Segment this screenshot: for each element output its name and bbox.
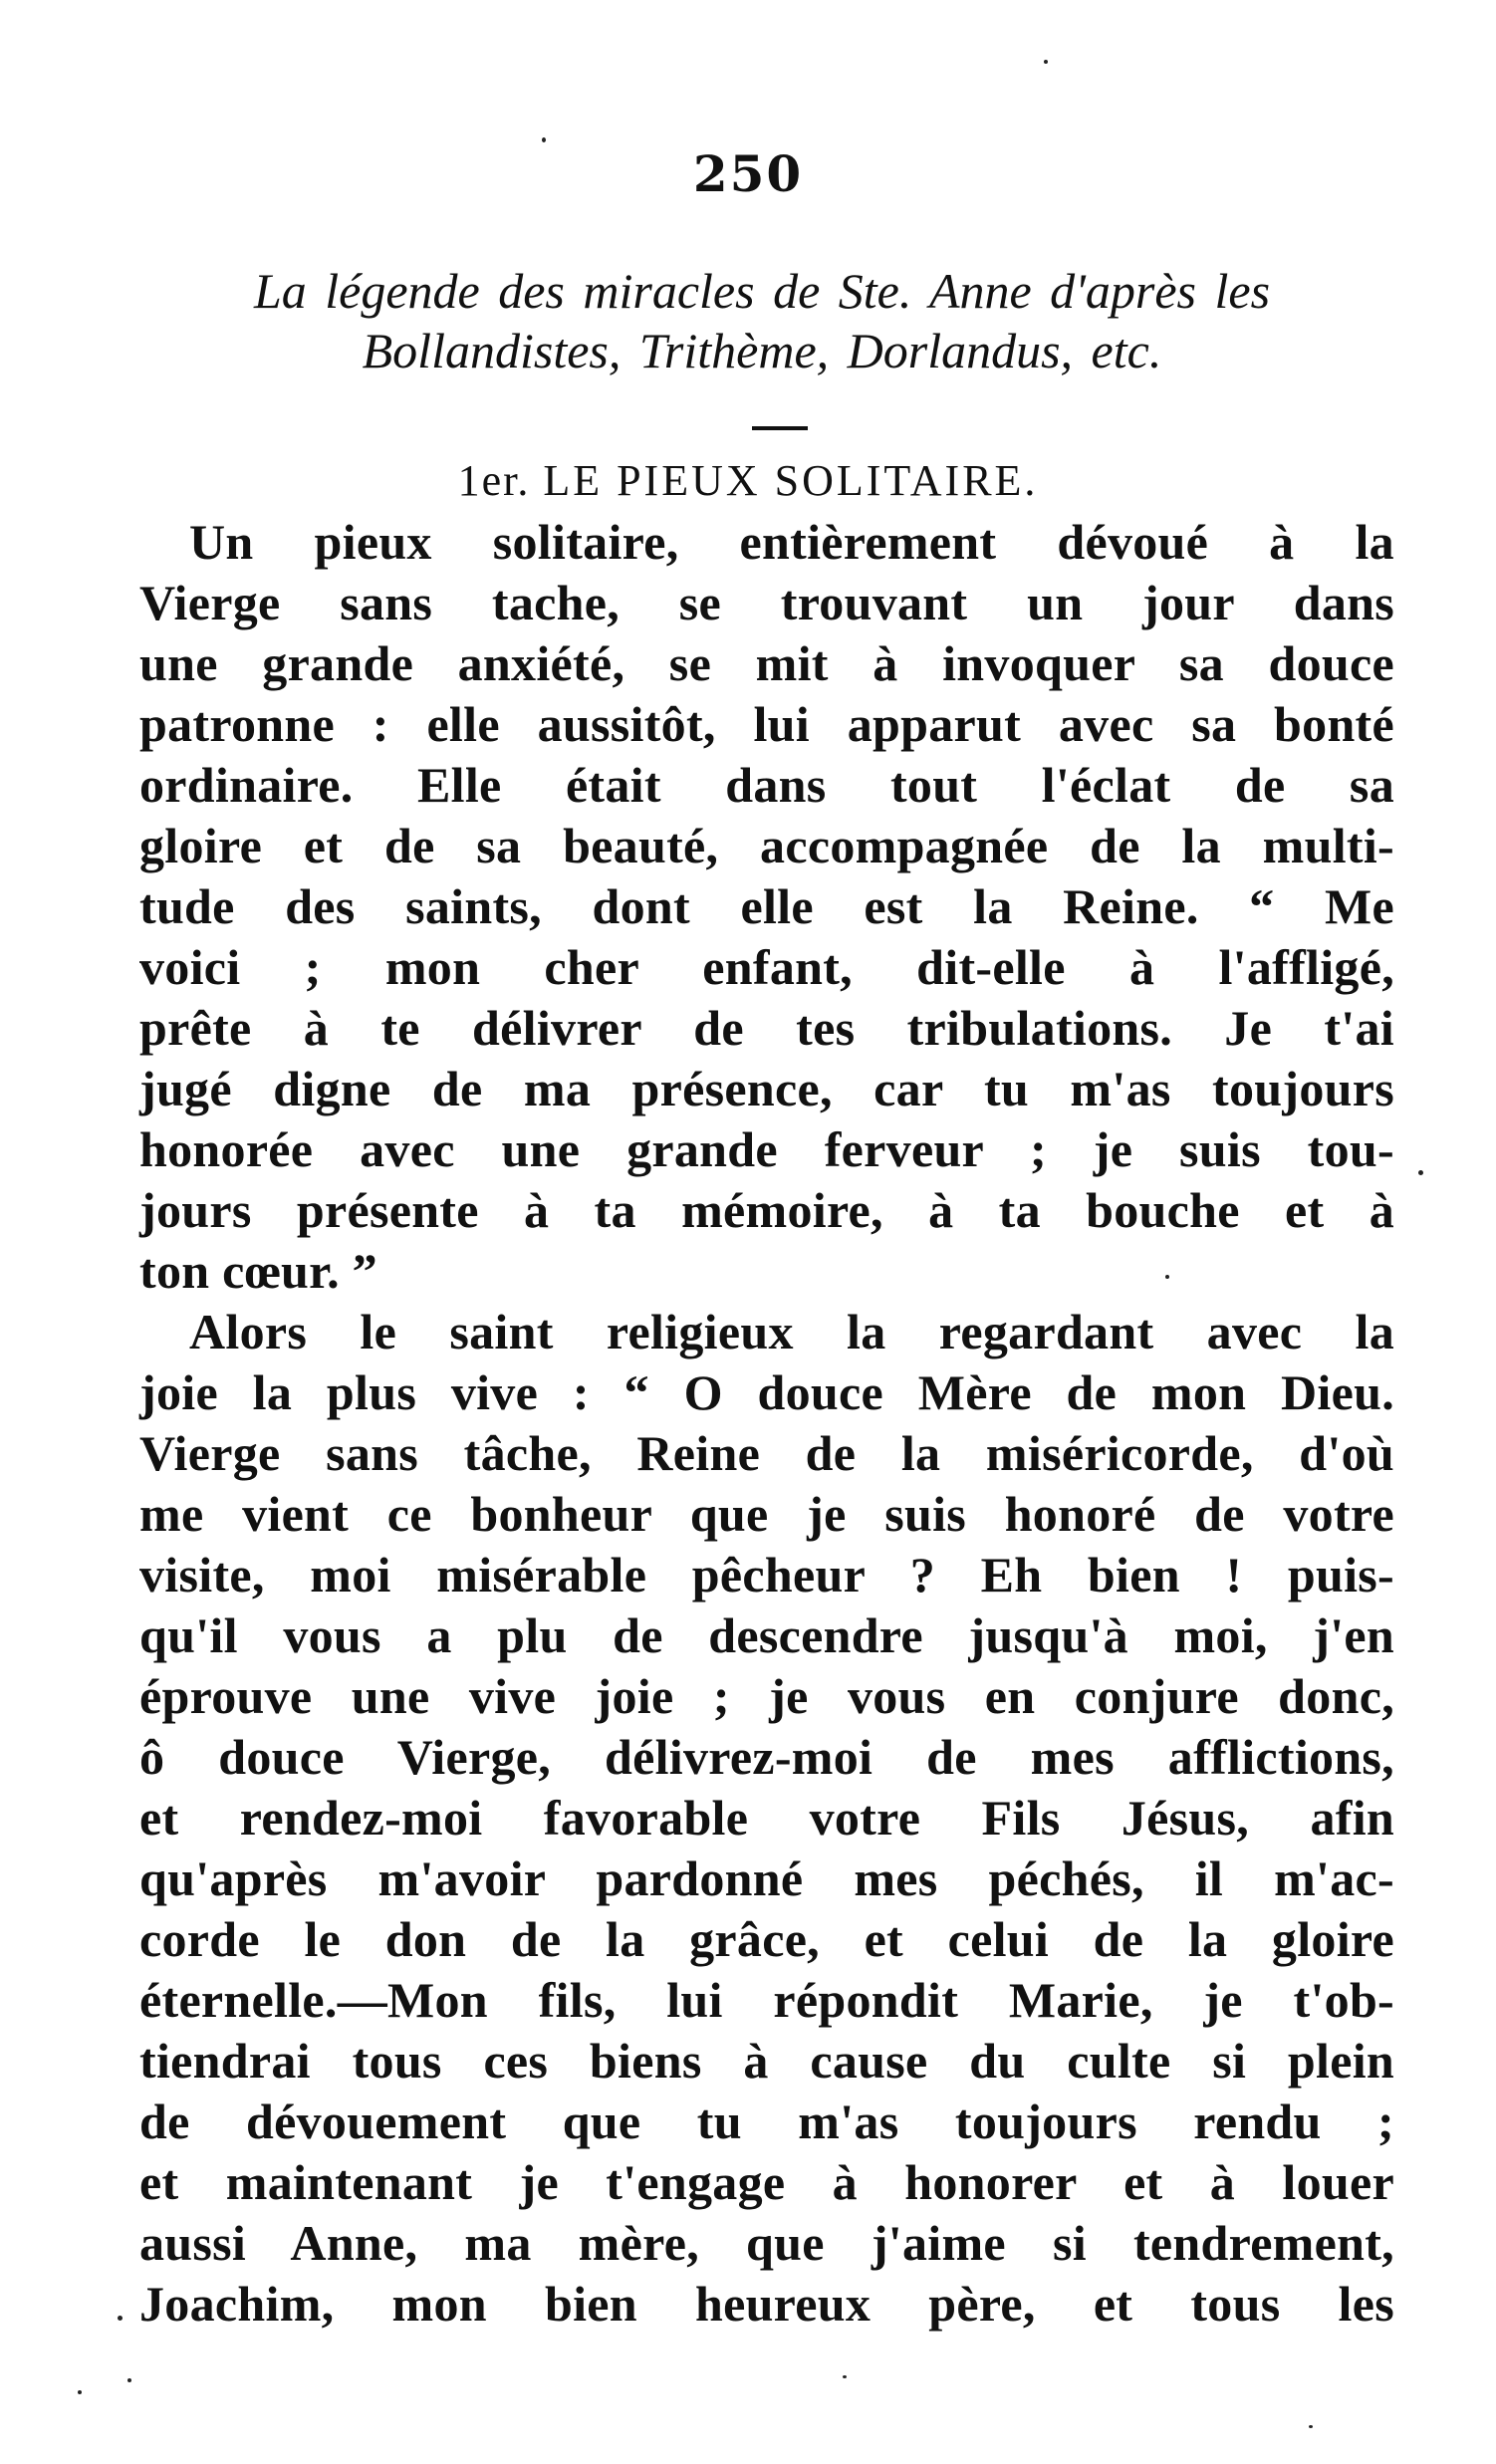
text-line: corde le don de la grâce, et celui de la gloire (139, 1911, 1394, 1967)
text-line: ordinaire. Elle était dans tout l'éclat de sa (139, 757, 1394, 813)
text-line: et rendez-moi favorable votre Fils Jésus, afin (139, 1790, 1394, 1846)
text-line: honorée avec une grande ferveur ; je suis tou- (139, 1121, 1394, 1177)
section-title (0, 453, 1496, 509)
section-title-text: LE PIEUX SOLITAIRE. (543, 456, 1039, 505)
text-line: éprouve une vive joie ; je vous en conjure donc, (139, 1668, 1394, 1724)
text-line: Vierge sans tache, se trouvant un jour dans (139, 575, 1394, 630)
chapter-heading (129, 261, 1394, 380)
text-line: qu'après m'avoir pardonné mes péchés, il m'ac- (139, 1850, 1394, 1906)
text-line: gloire et de sa beauté, accompagnée de la multi- (139, 818, 1394, 873)
text-line: éternelle.—Mon fils, lui répondit Marie, je t'ob- (139, 1972, 1394, 2028)
chapter-heading-line-1: La légende des miracles de Ste. Anne d'après les (253, 263, 1271, 319)
heading-divider (752, 426, 808, 430)
text-line: visite, moi misérable pêcheur ? Eh bien ! puis- (139, 1547, 1394, 1602)
scan-speck (118, 2316, 123, 2321)
text-line: jugé digne de ma présence, car tu m'as toujours (139, 1061, 1394, 1116)
text-line: ô douce Vierge, délivrez-moi de mes afflictions, (139, 1729, 1394, 1785)
text-line: tiendrai tous ces biens à cause du culte si plein (139, 2033, 1394, 2089)
text-line: Joachim, mon bien heureux père, et tous les (139, 2276, 1394, 2332)
text-line: qu'il vous a plu de descendre jusqu'à moi, j'en (139, 1607, 1394, 1663)
text-line: jours présente à ta mémoire, à ta bouche et à (139, 1182, 1394, 1238)
text-line: Alors le saint religieux la regardant avec la (189, 1304, 1394, 1359)
text-line: tude des saints, dont elle est la Reine. “ Me (139, 878, 1394, 934)
scan-speck (542, 137, 546, 142)
page-number: 250 (692, 144, 804, 203)
text-line: ton cœur. ” (139, 1243, 377, 1299)
text-line: Un pieux solitaire, entièrement dévoué à la (189, 514, 1394, 570)
text-line: voici ; mon cher enfant, dit-elle à l'affligé, (139, 939, 1394, 995)
scan-speck (1044, 60, 1048, 64)
scan-speck (1165, 1275, 1169, 1279)
text-line: de dévouement que tu m'as toujours rendu ; (139, 2094, 1394, 2149)
section-number: 1er. (457, 456, 531, 505)
text-line: une grande anxiété, se mit à invoquer sa douce (139, 635, 1394, 691)
scan-speck (127, 2378, 131, 2382)
chapter-heading-line-2: Bollandistes, Trithème, Dorlandus, etc. (362, 323, 1162, 378)
text-line: aussi Anne, ma mère, que j'aime si tendrement, (139, 2215, 1394, 2271)
text-line: et maintenant je t'engage à honorer et à louer (139, 2154, 1394, 2210)
scan-speck (1418, 1170, 1423, 1175)
body-text (139, 512, 1394, 2335)
text-line: patronne : elle aussitôt, lui apparut avec sa bonté (139, 696, 1394, 752)
text-line: Vierge sans tâche, Reine de la miséricorde, d'où (139, 1425, 1394, 1481)
scan-speck (1309, 2425, 1313, 2428)
scan-speck (843, 2375, 847, 2378)
scan-speck (78, 2390, 82, 2394)
text-line: joie la plus vive : “ O douce Mère de mon Dieu. (139, 1364, 1394, 1420)
text-line: me vient ce bonheur que je suis honoré de votre (139, 1486, 1394, 1542)
text-line: prête à te délivrer de tes tribulations. Je t'ai (139, 1000, 1394, 1056)
